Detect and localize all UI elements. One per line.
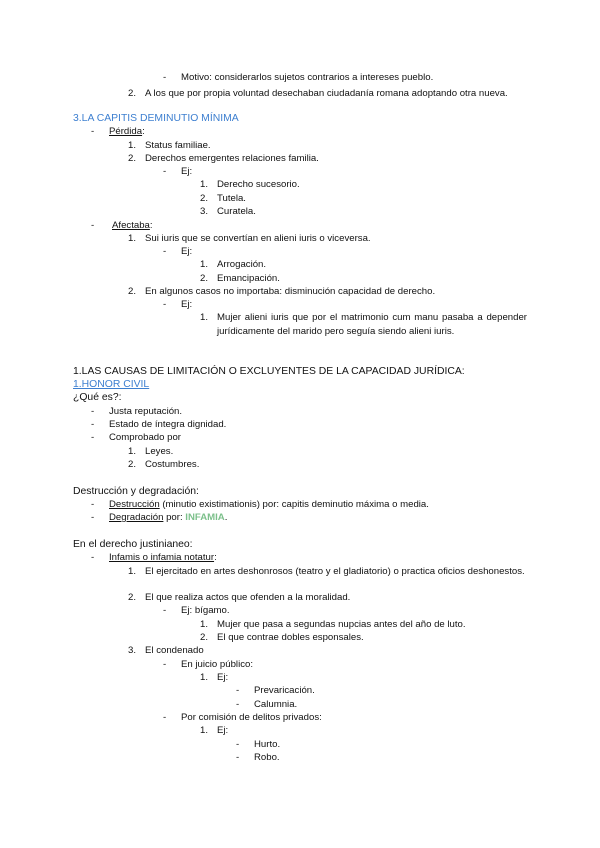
list-marker: - — [91, 126, 95, 137]
colon: : — [149, 220, 153, 231]
underlined-term: Afectaba — [112, 220, 150, 231]
text-line: Tutela. — [217, 193, 246, 204]
subheading: Destrucción y degradación: — [73, 486, 199, 497]
section-heading: 3.LA CAPITIS DEMINUTIO MÍNIMA — [73, 113, 239, 124]
text-line: Hurto. — [254, 739, 281, 750]
text-fragment: por: — [163, 512, 186, 523]
list-marker: - — [163, 72, 167, 83]
list-marker: 2. — [128, 153, 137, 164]
text-line: A los que por propia voluntad desechaban ciudadanía romana adoptando otra nueva. — [145, 88, 508, 99]
text-line — [112, 220, 153, 232]
text-line: Derechos emergentes relaciones familia. — [145, 153, 319, 164]
list-marker: 2. — [128, 459, 137, 470]
list-marker: - — [163, 712, 167, 723]
text-line: Ej: — [181, 166, 193, 177]
list-marker: - — [236, 699, 240, 710]
underlined-term: Infamis o infamia notatur — [109, 552, 215, 563]
text-line: Comprobado por — [109, 432, 181, 443]
text-fragment: . — [224, 512, 228, 523]
list-marker: 1. — [200, 179, 209, 190]
list-marker: 1. — [128, 233, 137, 244]
list-marker: - — [91, 499, 95, 510]
list-marker: - — [91, 220, 95, 231]
list-marker: - — [91, 432, 95, 443]
list-marker: - — [91, 406, 95, 417]
text-line: Status familiae. — [145, 140, 211, 151]
text-line: El que realiza actos que ofenden a la moralidad. — [145, 592, 351, 603]
text-paragraph: El ejercitado en artes deshonrosos (teatro y el gladiatorio) o practica oficios deshonestos. — [145, 566, 525, 577]
list-marker: 1. — [200, 725, 209, 736]
subheading: En el derecho justinianeo: — [73, 539, 193, 550]
list-marker: 3. — [128, 645, 137, 656]
list-marker: - — [163, 299, 167, 310]
list-marker: 3. — [200, 206, 209, 217]
text-fragment: (minutio existimationis) por: capitis deminutio máxima o media. — [159, 499, 429, 510]
list-marker: - — [236, 685, 240, 696]
colon: : — [214, 552, 217, 563]
list-marker: - — [163, 246, 167, 257]
text-line: Sui iuris que se convertían en alieni iuris o viceversa. — [145, 233, 371, 244]
list-marker: 2. — [200, 193, 209, 204]
list-marker: 2. — [128, 286, 137, 297]
list-marker: 1. — [128, 566, 137, 577]
question-heading: ¿Qué es?: — [73, 392, 122, 403]
text-line: Prevaricación. — [254, 685, 315, 696]
text-line — [109, 126, 145, 138]
list-marker: 2. — [128, 592, 137, 603]
list-marker: - — [91, 512, 95, 523]
list-marker: 1. — [128, 446, 137, 457]
text-line: Motivo: considerarlos sujetos contrarios a intereses pueblo. — [181, 72, 434, 83]
text-line: Ej: — [181, 299, 193, 310]
list-marker: 2. — [200, 632, 209, 643]
text-line: Emancipación. — [217, 273, 280, 284]
highlight-term: INFAMIA — [185, 512, 225, 523]
list-marker: - — [163, 659, 167, 670]
text-line: El condenado — [145, 645, 204, 656]
text-line: Ej: — [181, 246, 193, 257]
text-line — [109, 552, 217, 564]
text-line: El que contrae dobles esponsales. — [217, 632, 364, 643]
text-paragraph: Mujer alieni iuris que por el matrimonio cum manu pasaba a depender jurídicamente del marido pero seguía siendo alieni iuris. — [217, 312, 527, 337]
text-line: En juicio público: — [181, 659, 253, 670]
list-marker: - — [236, 739, 240, 750]
text-line: Estado de íntegra dignidad. — [109, 419, 227, 430]
text-line: Ej: — [217, 725, 229, 736]
text-line: Ej: — [217, 672, 229, 683]
underlined-term: Pérdida — [109, 126, 143, 137]
list-marker: 1. — [128, 140, 137, 151]
text-line: Leyes. — [145, 446, 174, 457]
list-marker: 1. — [200, 259, 209, 270]
text-line: Calumnia. — [254, 699, 298, 710]
text-line: Mujer que pasa a segundas nupcias antes del año de luto. — [217, 619, 466, 630]
list-marker: - — [236, 752, 240, 763]
list-marker: 1. — [200, 619, 209, 630]
text-line: Arrogación. — [217, 259, 267, 270]
text-line: Curatela. — [217, 206, 256, 217]
list-marker: 2. — [200, 273, 209, 284]
underlined-term: Degradación — [109, 512, 164, 523]
subsection-link[interactable]: 1.HONOR CIVIL — [73, 379, 150, 390]
section-heading: 1.LAS CAUSAS DE LIMITACIÓN O EXCLUYENTES DE LA CAPACIDAD JURÍDICA: — [73, 366, 465, 377]
text-line: Robo. — [254, 752, 280, 763]
underlined-term: Destrucción — [109, 499, 160, 510]
text-line — [109, 512, 227, 524]
list-marker: 1. — [200, 312, 209, 323]
text-line: Justa reputación. — [109, 406, 183, 417]
list-marker: - — [91, 419, 95, 430]
text-line: Costumbres. — [145, 459, 200, 470]
text-line — [109, 499, 429, 511]
list-marker: 2. — [128, 88, 137, 99]
list-marker: - — [163, 605, 167, 616]
text-line: Por comisión de delitos privados: — [181, 712, 322, 723]
text-line: Derecho sucesorio. — [217, 179, 300, 190]
list-marker: - — [163, 166, 167, 177]
list-marker: - — [91, 552, 95, 563]
text-line: Ej: bígamo. — [181, 605, 230, 616]
list-marker: 1. — [200, 672, 209, 683]
text-line: En algunos casos no importaba: disminución capacidad de derecho. — [145, 286, 436, 297]
colon: : — [142, 126, 145, 137]
